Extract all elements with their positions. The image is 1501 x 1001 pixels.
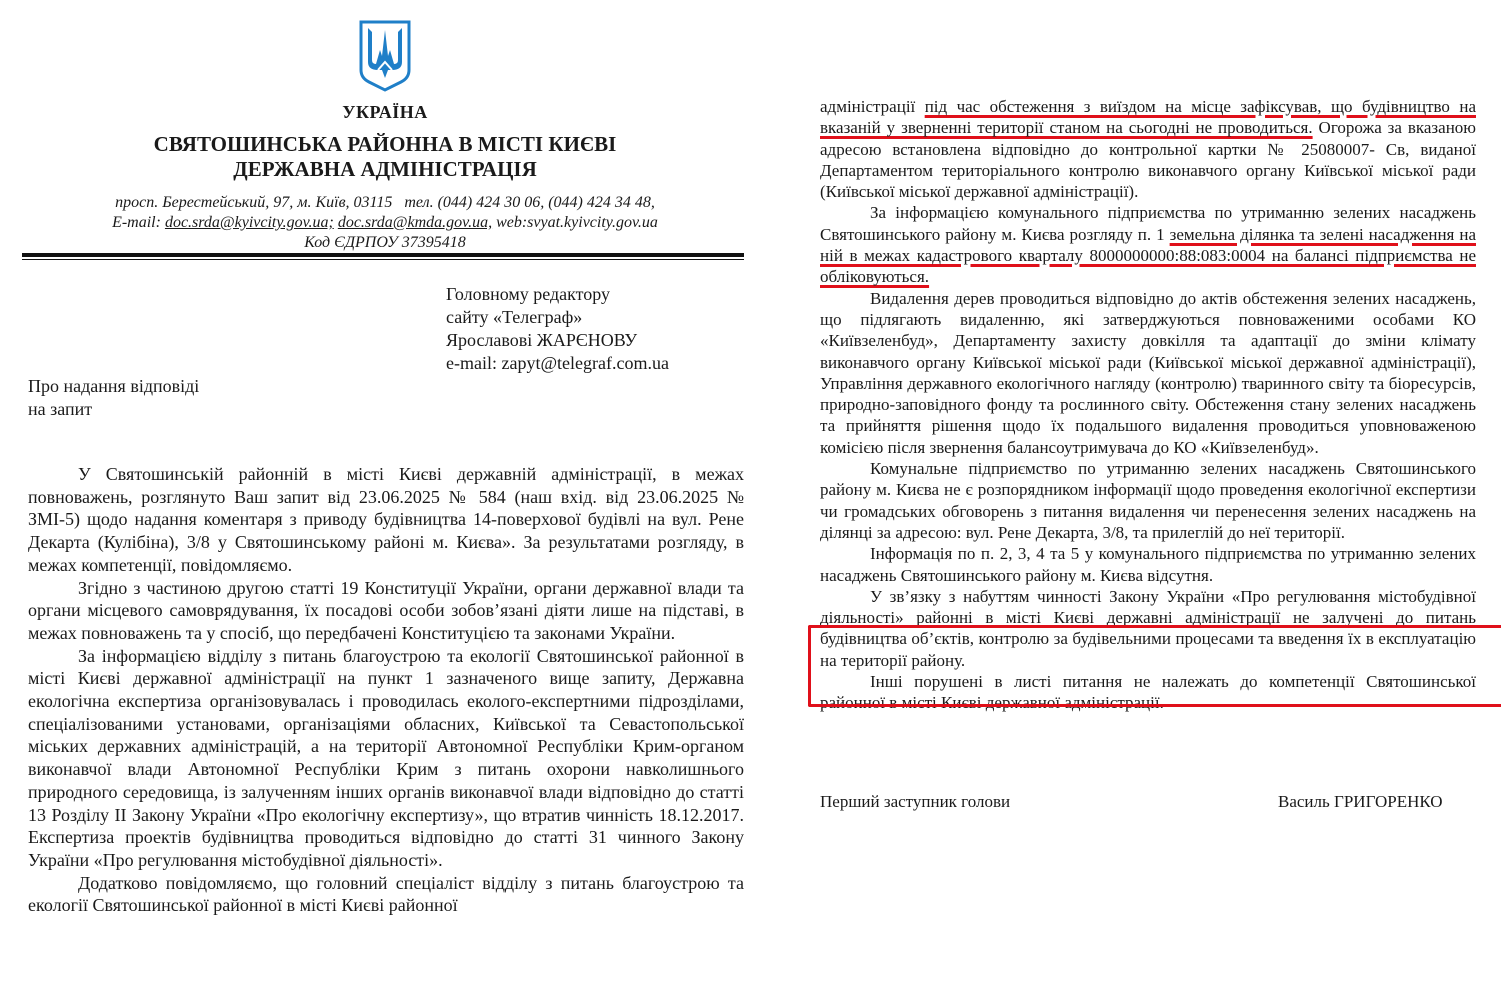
text-span: За інформацією комунального підприємства по утриманню зелених насаджень Святошинського району м. Києва розгляду п. 1 — [820, 203, 1476, 244]
header-divider-thick — [22, 253, 744, 257]
paragraph: За інформацією відділу з питань благоустрою та екології Святошинської районної в місті Києві державної адміністрації на пункт 1 зазначеного вище запиту, Державна екологічна експертиза організовувалась і проводилась еколого-експертними підрозділами, спеціалізованими установами, організаціями обласних, Київської та Севастопольської міських державних адміністрацій, а на території Автономної Республіки Крим-органом виконавчої влади Автономної Республіки Крим з питань охорони навколишнього природного середовища, із залученням інших органів виконавчої влади відповідно до статті 13 Розділу ІІ Закону України «Про екологічну експертизу», що втратив чинність 18.12.2017. Експертиза проектів будівництва проводиться відповідно до статті 31 чинного Закону України «Про регулювання містобудівної діяльності». — [28, 645, 744, 870]
recipient-line: Ярославові ЖАРЄНОВУ — [446, 330, 638, 350]
email-link-1[interactable]: doc.srda@kyivcity.gov.ua; — [164, 214, 334, 231]
subject-line: Про надання відповіді — [28, 376, 200, 396]
red-annotation-box — [808, 625, 1501, 707]
organization-title — [0, 132, 770, 182]
paragraph: Інші порушені в листі питання не належать до компетенції Святошинської районної в місті Києві державної адміністрації. — [820, 672, 1476, 713]
letter-body-left — [28, 463, 744, 917]
paragraph: Комунальне підприємство по утриманню зелених насаджень Святошинського району м. Києва не є розпорядником інформації щодо проведення екологічної експертизи чи громадських обговорень з питання видалення чи перенесення зелених насаджень на ділянці за адресою: вул. Рене Декарта, 3/8, та прилеглій до неї території. — [820, 459, 1476, 542]
signatory-title: Перший заступник голови — [820, 792, 1011, 811]
letter-body-right — [820, 96, 1476, 714]
paragraph — [820, 96, 1476, 202]
recipient-line: сайту «Телеграф» — [446, 307, 583, 327]
paragraph: Додатково повідомляємо, що головний спеціаліст відділу з питань благоустрою та екології Святошинської районної в місті Києві районної — [28, 872, 744, 916]
edrpou-code: Код ЄДРПОУ 37395418 — [304, 234, 466, 251]
address: просп. Берестейський, 97, м. Київ, 03115 — [115, 194, 393, 211]
text-span: Огорожа за вказаною адресою встановлена відповідно до контрольної картки № 25080007- Св, виданої Департаментом територіального контролю виконавчого органу Київської міської ради (Київської міської державної адміністрації). — [820, 118, 1476, 202]
paragraph: Згідно з частиною другою статті 19 Конституції України, органи державної влади та органи місцевого самоврядування, їх посадові особи зобов’язані діяти лише на підставі, в межах повноважень та у спосіб, що передбачені Конституцією та законами України. — [28, 577, 744, 643]
highlighted-paragraph: У зв’язку з набуттям чинності Закону України «Про регулювання містобудівної діяльності» районні в місті Києві державні адміністрації не залучені до питань будівництва об’єктів, контролю за будівельними процесами та введення їх в експлуатацію на території району. — [820, 586, 1476, 670]
text-span: адміністрації — [820, 97, 925, 116]
country-title: УКРАЇНА — [342, 102, 428, 122]
subject-line: на запит — [28, 399, 93, 419]
subject-block — [28, 375, 199, 421]
contacts-block — [0, 193, 770, 253]
highlighted-text: земельна ділянка та зелені насадження на ній в межах кадастрового кварталу 8000000000:88:083:0004 на балансі підприємства не обліковуються. — [820, 224, 1476, 287]
paragraph — [820, 202, 1476, 287]
phone: тел. (044) 424 30 06, (044) 424 34 48, — [404, 194, 655, 211]
email-label: E-mail: — [112, 214, 161, 231]
trident-emblem-icon — [358, 20, 412, 92]
paragraph: Видалення дерев проводиться відповідно до актів обстеження зелених насаджень, що підлягають видаленню, які затверджуються повноваженими особами КО «Київзеленбуд», Департаменту захисту довкілля та адаптації до зміни клімату виконавчого органу Київської міської ради (Київської міської державної адміністрації), Управління державного екологічного нагляду (контролю) тваринного світу та біоресурсів, природно-заповідного фонду та рослинного світу. Обстеження стану зелених насаджень та прийняття рішення щодо їх подальшого видалення проводиться уповноваженою комісією після звернення балансоутримувача до КО «Київзеленбуд». — [820, 288, 1476, 457]
signatory-name: Василь ГРИГОРЕНКО — [1278, 792, 1443, 811]
website: web:svyat.kyivcity.gov.ua — [496, 214, 658, 231]
organization-title-line1: СВЯТОШИНСЬКА РАЙОННА В МІСТІ КИЄВІ — [153, 132, 617, 156]
paragraph: Інформація по п. 2, 3, 4 та 5 у комунального підприємства по утриманню зелених насаджень Святошинського району м. Києва відсутня. — [820, 544, 1476, 585]
email-link-2[interactable]: doc.srda@kmda.gov.ua, — [337, 214, 493, 231]
recipient-email: e-mail: zapyt@telegraf.com.ua — [446, 353, 669, 373]
recipient-block — [446, 283, 669, 375]
organization-title-line2: ДЕРЖАВНА АДМІНІСТРАЦІЯ — [233, 157, 537, 181]
paragraph: У Святошинській районній в місті Києві державній адміністрації, в межах повноважень, розглянуто Ваш запит від 23.06.2025 № 584 (наш вхід. від 23.06.2025 № ЗМІ-5) щодо надання коментаря з приводу будівництва 14-поверхової будівлі на вул. Рене Декарта (Кулібіна), 3/8 у Святошинському районі м. Києва». За результатами розгляду, в межах компетенції, повідомляємо. — [28, 464, 744, 575]
letter-page-right — [800, 0, 1501, 1001]
highlighted-text: під час обстеження з виїздом на місце зафіксував, що будівництво на вказаній у зверненні території станом на сьогодні не проводиться. — [820, 97, 1476, 138]
header-divider-thin — [22, 259, 744, 260]
recipient-line: Головному редактору — [446, 284, 611, 304]
